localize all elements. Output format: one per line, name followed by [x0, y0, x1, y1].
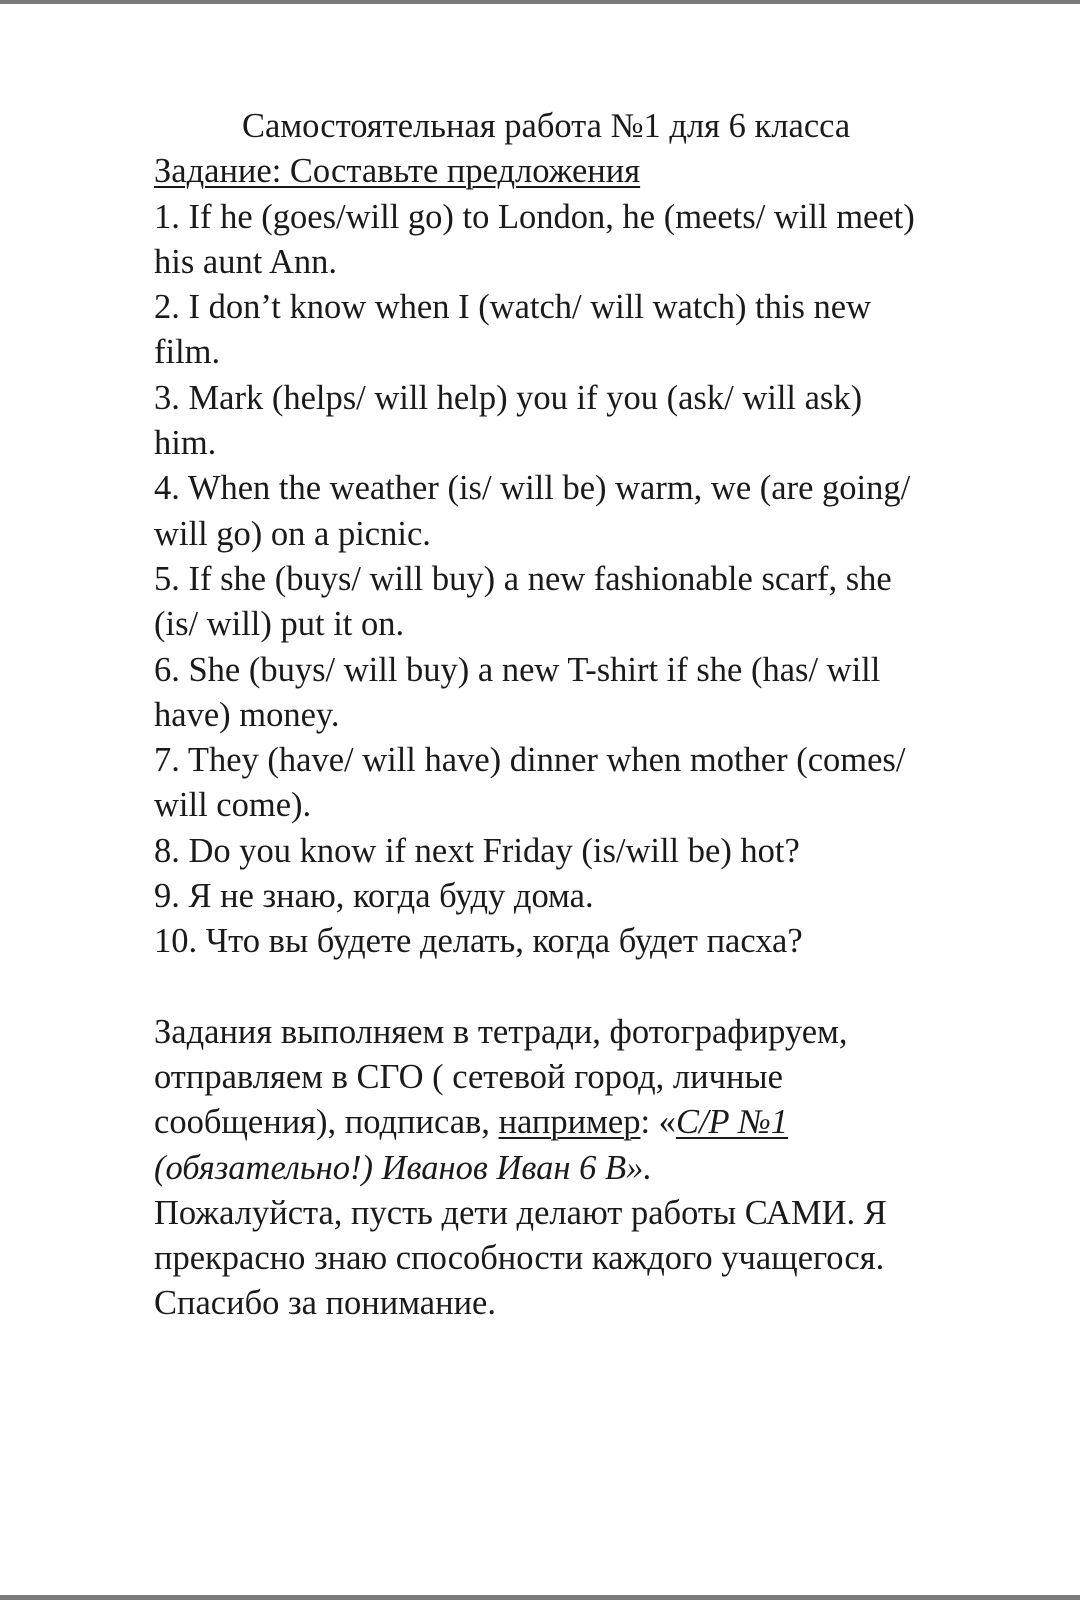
instructions-text: сообщения), подписав,: [154, 1103, 499, 1142]
exercise-line: 9. Я не знаю, когда буду дома.: [154, 877, 594, 916]
exercise-line: 2. I don’t know when I (watch/ will watch) this new: [154, 288, 872, 327]
exercise-line: will come).: [154, 786, 312, 825]
exercise-line: 7. They (have/ will have) dinner when mother (comes/: [154, 741, 906, 780]
exercise-line: 6. She (buys/ will buy) a new T-shirt if she (has/ will: [154, 650, 881, 689]
exercise-line: 8. Do you know if next Friday (is/will be) hot?: [154, 831, 800, 870]
exercise-item-3: [154, 376, 1024, 467]
note-line: Пожалуйста, пусть дети делают работы САМИ. Я: [154, 1193, 887, 1232]
exercise-item-6: [154, 648, 1024, 739]
bottom-border: [0, 1595, 1080, 1600]
task-label: Задание: Составьте предложения: [154, 152, 641, 191]
exercise-item-2: [154, 285, 1024, 376]
exercise-list: [154, 195, 1024, 965]
exercise-item-9: [154, 874, 1024, 919]
note-line: Спасибо за понимание.: [154, 1284, 496, 1323]
exercise-item-1: [154, 195, 1024, 286]
note-line: прекрасно знаю способности каждого учащегося.: [154, 1239, 885, 1278]
exercise-line: will go) on a picnic.: [154, 514, 431, 553]
exercise-item-10: [154, 919, 1024, 964]
exercise-line: 3. Mark (helps/ will help) you if you (ask/ will ask): [154, 378, 863, 417]
exercise-line: him.: [154, 424, 217, 463]
example-signature-part1: С/Р №1: [675, 1103, 789, 1142]
exercise-line: 10. Что вы будете делать, когда будет пасха?: [154, 922, 803, 961]
colon-quote: : «: [640, 1103, 676, 1142]
instructions-line: Задания выполняем в тетради, фотографируем,: [154, 1012, 848, 1051]
exercise-line: (is/ will) put it on.: [154, 605, 405, 644]
exercise-line: film.: [154, 333, 221, 372]
exercise-line: 4. When the weather (is/ will be) warm, we (are going/: [154, 469, 911, 508]
exercise-item-5: [154, 557, 1024, 648]
instructions-line: [154, 1100, 1024, 1145]
document-title: Самостоятельная работа №1 для 6 класса: [242, 107, 851, 145]
exercise-item-8: [154, 829, 1024, 874]
top-border: [0, 0, 1080, 4]
example-signature-part2: (обязательно!) Иванов Иван 6 В».: [154, 1148, 652, 1187]
instructions-line: отправляем в СГО ( сетевой город, личные: [154, 1057, 783, 1096]
exercise-item-7: [154, 738, 1024, 829]
exercise-line: his aunt Ann.: [154, 242, 338, 281]
exercise-line: have) money.: [154, 695, 340, 734]
exercise-item-4: [154, 466, 1024, 557]
task-heading: [154, 149, 1024, 194]
document-page: [154, 104, 1024, 1327]
exercise-line: 5. If she (buys/ will buy) a new fashionable scarf, she: [154, 559, 892, 598]
instructions-block: [154, 1010, 1024, 1327]
exercise-line: 1. If he (goes/will go) to London, he (meets/ will meet): [154, 197, 915, 236]
paragraph-gap: [154, 965, 1024, 1010]
example-label: например: [498, 1103, 641, 1142]
